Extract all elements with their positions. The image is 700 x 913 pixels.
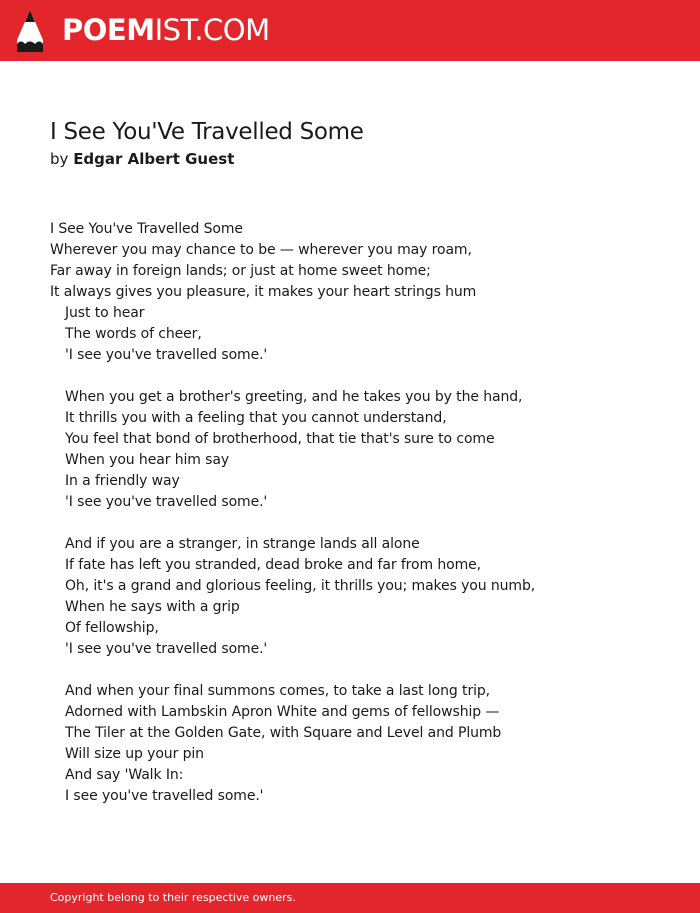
poem-line: Will size up your pin [65, 746, 204, 762]
poem-line: The words of cheer, [65, 326, 202, 342]
poem-line: And when your final summons comes, to take a last long trip, [65, 683, 491, 699]
copyright-text: Copyright belong to their respective owners. [50, 891, 296, 904]
poem-title: I See You'Ve Travelled Some [50, 119, 364, 145]
stanza-break [50, 660, 650, 681]
site-footer [0, 883, 700, 913]
poem-line: I see you've travelled some.' [65, 788, 264, 804]
poem-body [50, 219, 650, 807]
author-name: Edgar Albert Guest [73, 150, 235, 168]
site-logo[interactable] [62, 12, 270, 48]
byline [50, 149, 234, 169]
poem-line: When he says with a grip [65, 599, 240, 615]
poem-line: 'I see you've travelled some.' [65, 494, 268, 510]
poem-line: Adorned with Lambskin Apron White and gems of fellowship — [65, 704, 500, 720]
poem-line: It always gives you pleasure, it makes your heart strings hum [50, 284, 477, 300]
poem-line: And if you are a stranger, in strange lands all alone [65, 536, 420, 552]
poem-line: And say 'Walk In: [65, 767, 184, 783]
poem-line: Far away in foreign lands; or just at home sweet home; [50, 263, 431, 279]
logo-light-text: IST.COM [154, 13, 270, 47]
poem-line: When you get a brother's greeting, and he takes you by the hand, [65, 389, 523, 405]
poem-line: In a friendly way [65, 473, 180, 489]
poem-line: I See You've Travelled Some [50, 221, 243, 237]
poem-line: 'I see you've travelled some.' [65, 347, 268, 363]
logo-bold-text: POEM [62, 13, 155, 47]
poem-line: It thrills you with a feeling that you cannot understand, [65, 410, 447, 426]
poem-line: Wherever you may chance to be — wherever you may roam, [50, 242, 472, 258]
poem-line: Oh, it's a grand and glorious feeling, it thrills you; makes you numb, [65, 578, 536, 594]
poem-line: You feel that bond of brotherhood, that tie that's sure to come [65, 431, 495, 447]
poem-line: Just to hear [65, 305, 145, 321]
poem-line: Of fellowship, [65, 620, 159, 636]
poem-line: The Tiler at the Golden Gate, with Square and Level and Plumb [65, 725, 502, 741]
pencil-icon[interactable] [17, 10, 43, 52]
by-label: by [50, 150, 69, 168]
stanza-break [50, 513, 650, 534]
poem-line: When you hear him say [65, 452, 230, 468]
site-header [0, 0, 700, 61]
poem-line: If fate has left you stranded, dead broke and far from home, [65, 557, 482, 573]
poem-line: 'I see you've travelled some.' [65, 641, 268, 657]
stanza-break [50, 366, 650, 387]
